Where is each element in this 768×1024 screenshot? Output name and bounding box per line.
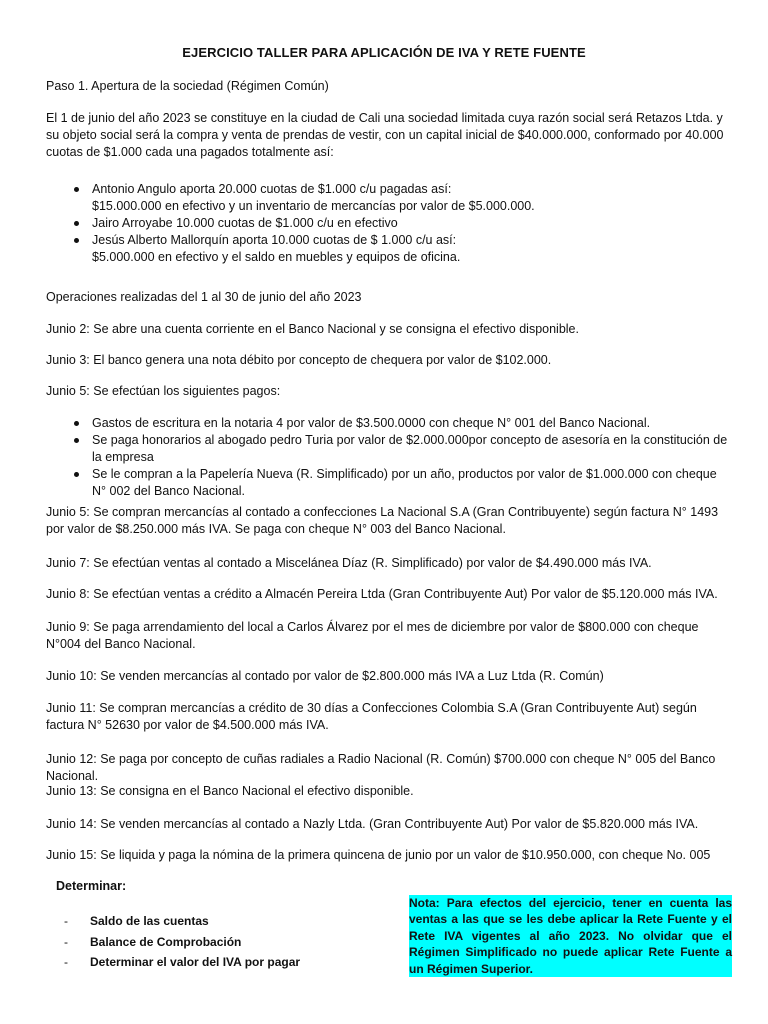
junio-2: Junio 2: Se abre una cuenta corriente en el Banco Nacional y se consigna el efectivo disponible. [46, 322, 579, 336]
list-item [74, 181, 734, 215]
junio-15: Junio 15: Se liquida y paga la nómina de la primera quincena de junio por un valor de $10.950.000, con cheque No. 005 [46, 848, 711, 862]
junio-7: Junio 7: Se efectúan ventas al contado a Miscelánea Díaz (R. Simplificado) por valor de $4.490.000 más IVA. [46, 556, 652, 570]
junio-14: Junio 14: Se venden mercancías al contado a Nazly Ltda. (Gran Contribuyente Aut) Por valor de $5.820.000 más IVA. [46, 817, 699, 831]
list-item: - Determinar el valor del IVA por pagar [64, 952, 300, 973]
nota-box: Nota: Para efectos del ejercicio, tener en cuenta las ventas a las que se les debe aplicar la Rete Fuente y el Rete IVA vigentes al año 2023. No olvidar que el Régimen Simplificado no puede aplicar Rete Fuente a un Régimen Superior. [409, 896, 732, 976]
list-item: - Saldo de las cuentas [64, 911, 300, 932]
junio-9: Junio 9: Se paga arrendamiento del local a Carlos Álvarez por el mes de diciembre por valor de $800.000 con cheque N°004 del Banco Nacional. [46, 620, 699, 651]
intro-paragraph: El 1 de junio del año 2023 se constituye en la ciudad de Cali una sociedad limitada cuya razón social será Retazos Ltda. y su objeto social será la compra y venta de prendas de vestir, con un capital inicial de $40.000.000, conformado por 40.000 cuotas de $1.000 cada una pagados totalmente así: [46, 111, 724, 159]
junio-3: Junio 3: El banco genera una nota débito por concepto de chequera por valor de $102.000. [46, 353, 552, 367]
junio-8: Junio 8: Se efectúan ventas a crédito a Almacén Pereira Ltda (Gran Contribuyente Aut) Por valor de $5.120.000 más IVA. [46, 587, 718, 601]
operaciones-header: Operaciones realizadas del 1 al 30 de junio del año 2023 [46, 290, 362, 304]
junio-11: Junio 11: Se compran mercancías a crédito de 30 días a Confecciones Colombia S.A (Gran Contribuyente Aut) según factura N° 52630 por valor de $4.500.000 más IVA. [46, 701, 697, 732]
list-item: Gastos de escritura en la notaria 4 por valor de $3.500.0000 con cheque N° 001 del Banco Nacional. [74, 415, 734, 432]
socio-1-line-1: Antonio Angulo aporta 20.000 cuotas de $1.000 c/u pagadas así: [92, 182, 452, 196]
determinar-list [64, 911, 300, 973]
page-title: EJERCICIO TALLER PARA APLICACIÓN DE IVA Y RETE FUENTE [182, 45, 586, 60]
list-item: Se paga honorarios al abogado pedro Turia por valor de $2.000.000por concepto de asesoría en la constitución de la empresa [74, 432, 734, 466]
junio-10: Junio 10: Se venden mercancías al contado por valor de $2.800.000 más IVA a Luz Ltda (R. Común) [46, 669, 604, 683]
junio-12: Junio 12: Se paga por concepto de cuñas radiales a Radio Nacional (R. Común) $700.000 con cheque N° 005 del Banco Nacional. [46, 752, 716, 783]
socio-2-line-1: Jairo Arroyabe 10.000 cuotas de $1.000 c/u en efectivo [92, 216, 398, 230]
paso-1: Paso 1. Apertura de la sociedad (Régimen Común) [46, 79, 329, 93]
socio-3-line-2: $5.000.000 en efectivo y el saldo en muebles y equipos de oficina. [92, 250, 461, 264]
list-item [74, 232, 734, 266]
determinar-title: Determinar: [56, 879, 127, 893]
socio-1-line-2: $15.000.000 en efectivo y un inventario de mercancías por valor de $5.000.000. [92, 199, 535, 213]
pagos-list [74, 415, 734, 500]
list-item: Se le compran a la Papelería Nueva (R. Simplificado) por un año, productos por valor de $1.000.000 con cheque N° 002 del Banco Nacional. [74, 466, 734, 500]
socio-3-line-1: Jesús Alberto Mallorquín aporta 10.000 cuotas de $ 1.000 c/u así: [92, 233, 457, 247]
list-item: - Balance de Comprobación [64, 932, 300, 953]
junio-5-header: Junio 5: Se efectúan los siguientes pagos: [46, 384, 281, 398]
socios-list [74, 181, 734, 266]
list-item [74, 215, 734, 232]
junio-13: Junio 13: Se consigna en el Banco Nacional el efectivo disponible. [46, 784, 414, 798]
junio-5-compras: Junio 5: Se compran mercancías al contado a confecciones La Nacional S.A (Gran Contribuyente) según factura N° 1493 por valor de $8.250.000 más IVA. Se paga con cheque N° 003 del Banco Nacional. [46, 505, 719, 536]
